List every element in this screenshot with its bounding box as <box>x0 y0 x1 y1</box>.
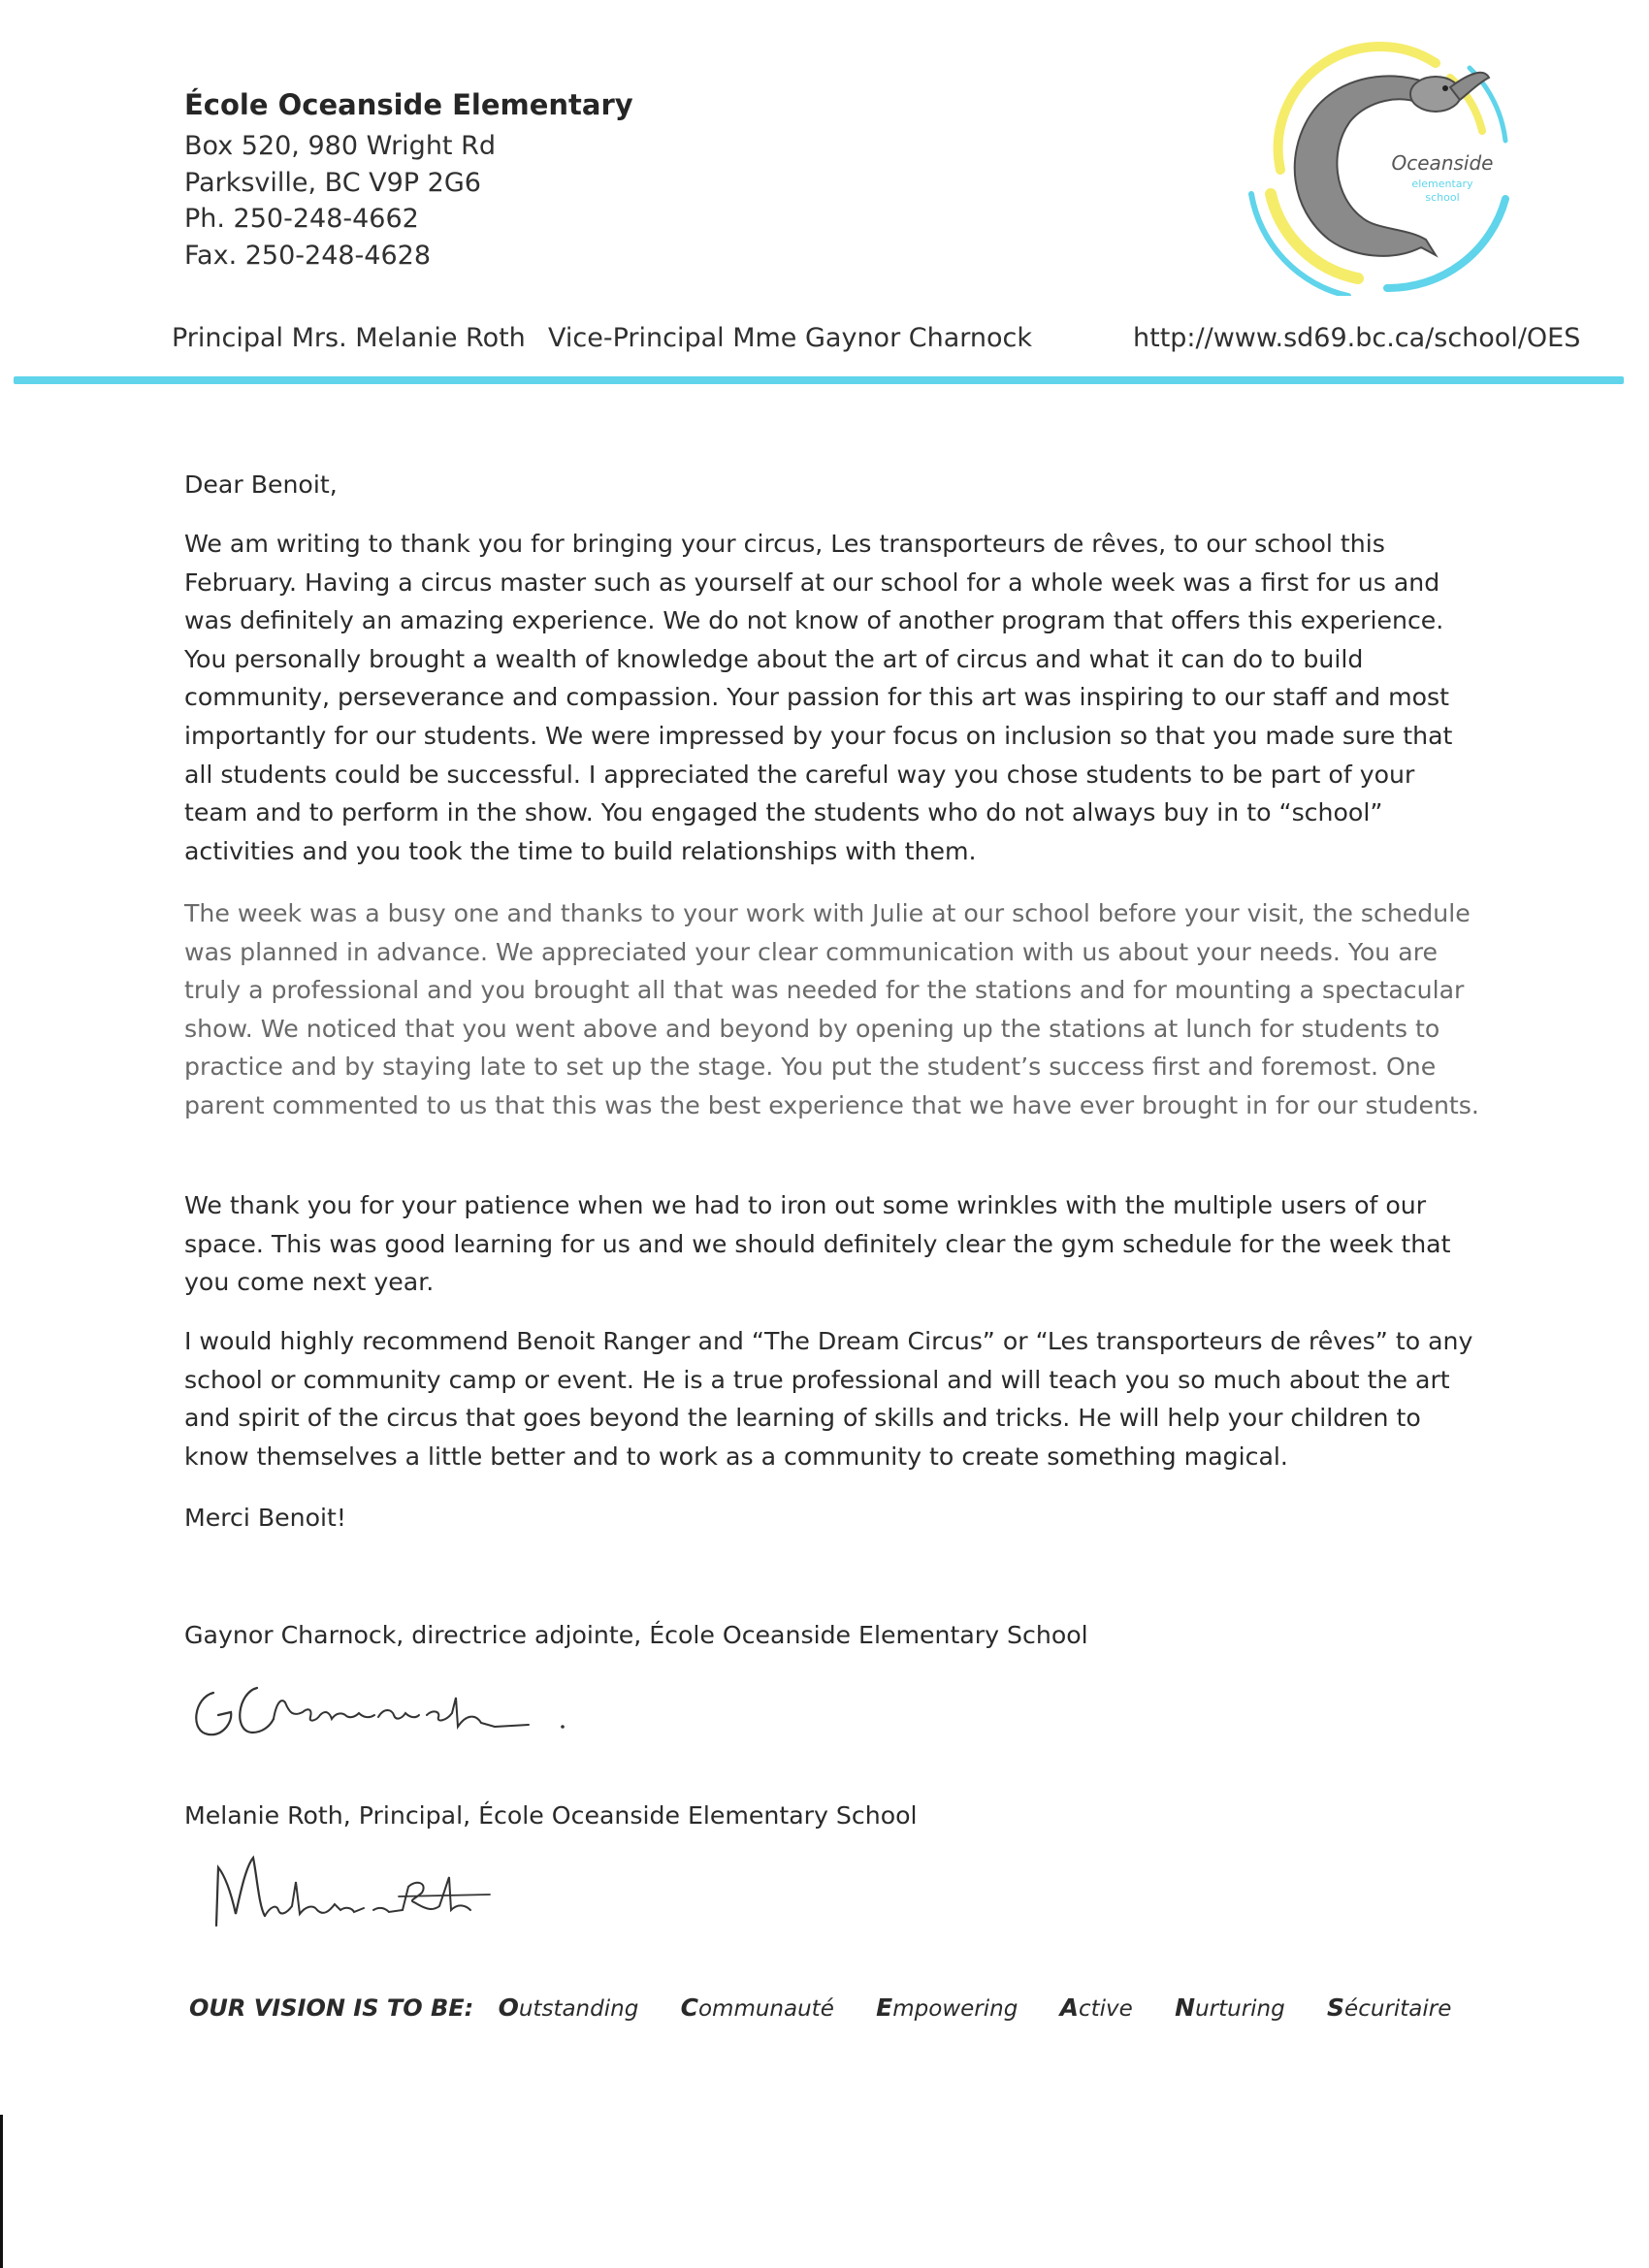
vision-title: OUR VISION IS TO BE: <box>189 1994 474 2022</box>
paragraph-4: I would highly recommend Benoit Ranger and “The Dream Circus” or “Les transporteurs de rêves” to any school or community camp or event. He is a true professional and will teach you so much about the art and spirit of the circus that goes beyond the learning of skills and tricks. He will help your children to know themselves a little better and to work as a community to create something magical. <box>184 1327 1473 1471</box>
address-line-city: Parksville, BC V9P 2G6 <box>184 167 481 198</box>
salutation: Dear Benoit, <box>184 470 338 499</box>
header-divider <box>14 376 1624 384</box>
vision-word-active: Active <box>1059 1993 1133 2022</box>
scan-edge-mark <box>0 2115 3 2268</box>
logo-text-elementary: elementary <box>1411 178 1473 190</box>
logo-text-school: school <box>1425 191 1460 204</box>
vision-word-securitaire: Sécuritaire <box>1327 1993 1452 2022</box>
signature-roth <box>209 1838 577 1945</box>
paragraph-2: The week was a busy one and thanks to your work with Julie at our school before your visit, the schedule was planned in advance. We appreciated your clear communication with us about your needs. You are truly a professional and you brought all that was needed for the stations and for mounting a spectacular show. We noticed that you went above and beyond by opening up the stations at lunch for students to practice and by staying late to set up the stage. You put the student’s success first and foremost. One parent commented to us that this was the best experience that we have ever brought in for our students. <box>184 899 1479 1119</box>
address-line-box: Box 520, 980 Wright Rd <box>184 131 496 161</box>
vision-word-outstanding: Outstanding <box>498 1993 639 2022</box>
vice-principal-name: Vice-Principal Mme Gaynor Charnock <box>548 323 1033 353</box>
fax-line: Fax. 250-248-4628 <box>184 240 432 271</box>
closing-line: Merci Benoit! <box>184 1504 347 1532</box>
paragraph-1: We am writing to thank you for bringing your circus, Les transporteurs de rêves, to our school this February. Having a circus master such as yourself at our school for a whole week was a first for us and was definitely an amazing experience. We do not know of another program that offers this experience. You personally brought a wealth of knowledge about the art of circus and what it can do to build community, perseverance and compassion. Your passion for this art was inspiring to our staff and most importantly for our students. We were impressed by your focus on inclusion so that you made sure that all students could be successful. I appreciated the careful way you chose students to be part of your team and to perform in the show. You engaged the students who do not always buy in to “school” activities and you took the time to build relationships with them. <box>184 530 1453 865</box>
signature-charnock <box>184 1659 650 1756</box>
school-website: http://www.sd69.bc.ca/school/OES <box>1133 323 1581 353</box>
paragraph-3: We thank you for your patience when we had to iron out some wrinkles with the multiple users of our space. This was good learning for us and we should definitely clear the gym schedule for the week that you come next year. <box>184 1191 1451 1297</box>
vision-word-empowering: Empowering <box>876 1993 1018 2022</box>
vision-statement <box>189 1993 1486 2022</box>
school-name: École Oceanside Elementary <box>184 88 633 121</box>
phone-line: Ph. 250-248-4662 <box>184 204 419 234</box>
principal-name: Principal Mrs. Melanie Roth <box>172 323 526 353</box>
school-logo <box>1242 24 1513 296</box>
school-info <box>184 85 633 274</box>
vision-word-nurturing: Nurturing <box>1175 1993 1285 2022</box>
signatory-2-label: Melanie Roth, Principal, École Oceanside Elementary School <box>184 1801 918 1830</box>
vision-word-communaute: Communauté <box>680 1993 834 2022</box>
logo-text-oceanside: Oceanside <box>1391 151 1494 175</box>
signatory-1-label: Gaynor Charnock, directrice adjointe, École Oceanside Elementary School <box>184 1621 1088 1649</box>
